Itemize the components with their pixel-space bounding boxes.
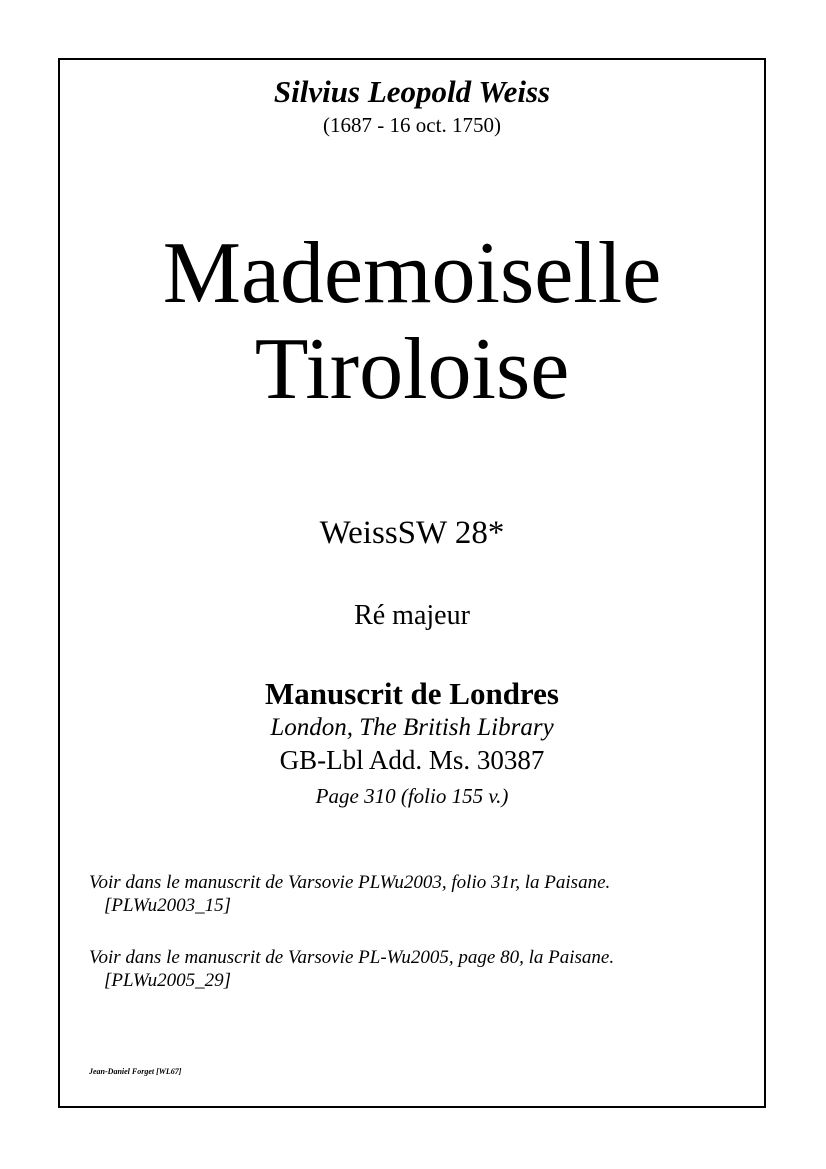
shelfmark: GB-Lbl Add. Ms. 30387 [279, 745, 545, 775]
title-line-1: Mademoiselle [162, 225, 662, 322]
footer-credit: Jean-Daniel Forget [WL67] [89, 1067, 182, 1076]
note-text: Voir dans le manuscrit de Varsovie PLWu2003, folio 31r, la Paisane. [89, 872, 611, 893]
title-line-2: Tiroloise [254, 321, 570, 418]
composer-name: Silvius Leopold Weiss [273, 74, 551, 109]
manuscript-name: Manuscrit de Londres [265, 676, 559, 711]
note-reference: [PLWu2005_29] [104, 970, 232, 991]
library-name: London, The British Library [270, 714, 554, 741]
catalog-number: WeissSW 28* [319, 515, 505, 551]
folio-reference: Page 310 (folio 155 v.) [315, 784, 509, 808]
note-warsaw-2005 [89, 946, 614, 992]
note-text: Voir dans le manuscrit de Varsovie PL-Wu2005, page 80, la Paisane. [89, 947, 615, 968]
key-signature: Ré majeur [354, 600, 470, 631]
note-warsaw-2003 [89, 871, 610, 917]
composer-dates: (1687 - 16 oct. 1750) [323, 113, 501, 137]
note-reference: [PLWu2003_15] [104, 895, 232, 916]
